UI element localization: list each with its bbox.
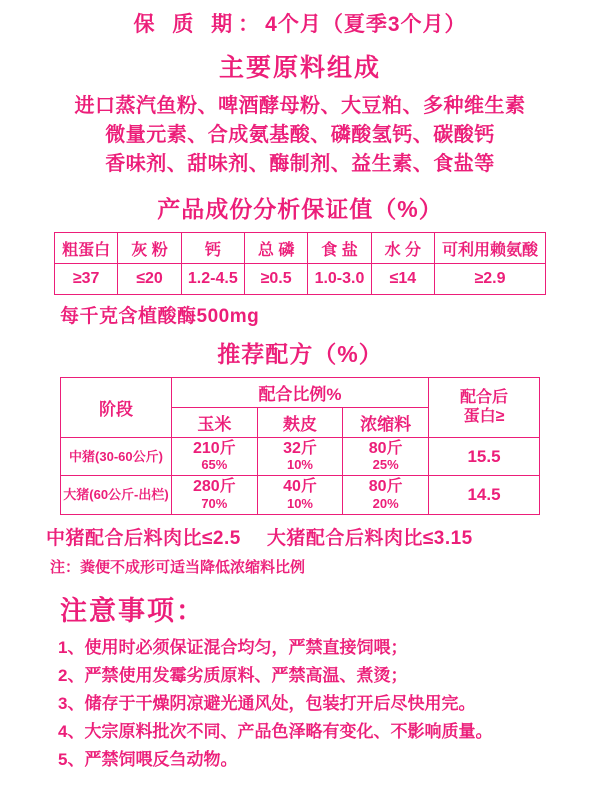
- analysis-value-calcium: 1.2-4.5: [181, 264, 244, 295]
- analysis-value-moisture: ≤14: [371, 264, 434, 295]
- analysis-header-lysine: 可利用赖氨酸: [435, 233, 546, 264]
- feed-ratio-line: [46, 523, 582, 550]
- formula-footnote: 注：粪便不成形可适当降低浓缩料比例: [50, 558, 306, 576]
- formula-title: 推荐配方（%）: [217, 341, 383, 367]
- product-label-page: [0, 8, 600, 800]
- analysis-title: 产品成份分析保证值（%）: [157, 196, 443, 222]
- list-item: 5、严禁饲喂反刍动物。: [58, 749, 238, 769]
- table-row: [61, 378, 540, 408]
- formula-row-2-bran: [257, 476, 343, 514]
- formula-header-stage: 阶段: [61, 378, 172, 438]
- formula-row-1-stage: 中猪(30-60公斤): [61, 438, 172, 476]
- list-item: 2、严禁使用发霉劣质原料、严禁高温、煮烫；: [58, 665, 408, 685]
- formula-row-2-corn: [172, 476, 258, 514]
- formula-row-1-concentrate: [343, 438, 429, 476]
- formula-row-1-concentrate-pct: 25%: [372, 457, 399, 473]
- analysis-value-lysine: ≥2.9: [435, 264, 546, 295]
- formula-row-2-corn-pct: 70%: [201, 495, 228, 511]
- analysis-header-phosphorus: 总 磷: [244, 233, 307, 264]
- analysis-header-calcium: 钙: [181, 233, 244, 264]
- analysis-value-crude-protein: ≥37: [55, 264, 118, 295]
- formula-header-ratio: 配合比例%: [172, 378, 429, 408]
- analysis-header-crude-protein: 粗蛋白: [55, 233, 118, 264]
- shelf-life-label: 保 质 期：: [133, 13, 266, 36]
- list-item: 1、使用时必须保证混合均匀，严禁直接饲喂；: [58, 637, 408, 657]
- formula-row-2-bran-amount: 40斤: [283, 478, 317, 496]
- shelf-life-line: [18, 8, 582, 38]
- formula-row-2-concentrate: [343, 476, 429, 514]
- formula-row-1-bran: [257, 438, 343, 476]
- ingredients-line-2: 微量元素、合成氨基酸、磷酸氢钙、碳酸钙: [105, 124, 495, 146]
- formula-subheader-bran: 麸皮: [257, 408, 343, 438]
- analysis-table: [54, 232, 546, 295]
- enzyme-note: 每千克含植酸酶500mg: [60, 306, 260, 327]
- formula-row-2-stage: 大猪(60公斤-出栏): [61, 476, 172, 514]
- formula-subheader-corn: 玉米: [172, 408, 258, 438]
- feed-ratio-large: 大猪配合后料肉比≤3.15: [266, 527, 473, 549]
- table-row: [55, 233, 546, 264]
- formula-row-1-corn-amount: 210斤: [192, 440, 236, 457]
- table-row: [61, 438, 540, 476]
- shelf-life-value: 4个月（夏季3个月）: [265, 13, 467, 36]
- formula-row-2-corn-amount: 280斤: [192, 478, 236, 496]
- ingredients-body: [18, 92, 582, 179]
- formula-header-protein-line2: 蛋白≥: [463, 407, 505, 425]
- ingredients-line-3: 香味剂、甜味剂、酶制剂、益生素、食盐等: [105, 153, 495, 175]
- table-row: [55, 264, 546, 295]
- ingredients-title: 主要原料组成: [218, 54, 381, 82]
- formula-row-2-concentrate-amount: 80斤: [368, 478, 403, 496]
- formula-row-1-bran-pct: 10%: [286, 457, 313, 473]
- formula-row-2-concentrate-pct: 20%: [372, 495, 399, 511]
- formula-row-1-corn-pct: 65%: [201, 457, 228, 473]
- formula-row-1-bran-amount: 32斤: [283, 440, 317, 457]
- formula-subheader-concentrate: 浓缩料: [343, 408, 429, 438]
- formula-header-protein: [429, 378, 540, 438]
- table-row: [61, 476, 540, 514]
- analysis-value-phosphorus: ≥0.5: [244, 264, 307, 295]
- formula-row-2-bran-pct: 10%: [286, 495, 313, 511]
- analysis-header-moisture: 水 分: [371, 233, 434, 264]
- formula-row-1-protein: 15.5: [429, 438, 540, 476]
- list-item: 3、储存于干燥阴凉避光通风处，包装打开后尽快用完。: [58, 693, 476, 713]
- list-item: 4、大宗原料批次不同、产品色泽略有变化、不影响质量。: [58, 721, 493, 741]
- formula-row-1-corn: [172, 438, 258, 476]
- attention-list: [58, 634, 582, 774]
- formula-table: [60, 377, 540, 515]
- analysis-value-salt: 1.0-3.0: [308, 264, 371, 295]
- formula-header-protein-line1: 配合后: [459, 389, 508, 407]
- analysis-header-ash: 灰 粉: [118, 233, 181, 264]
- analysis-value-ash: ≤20: [118, 264, 181, 295]
- formula-row-2-protein: 14.5: [429, 476, 540, 514]
- ingredients-line-1: 进口蒸汽鱼粉、啤酒酵母粉、大豆粕、多种维生素: [74, 95, 526, 117]
- attention-title: 注意事项：: [60, 595, 205, 626]
- formula-row-1-concentrate-amount: 80斤: [368, 440, 403, 457]
- analysis-header-salt: 食 盐: [308, 233, 371, 264]
- feed-ratio-medium: 中猪配合后料肉比≤2.5: [46, 527, 241, 549]
